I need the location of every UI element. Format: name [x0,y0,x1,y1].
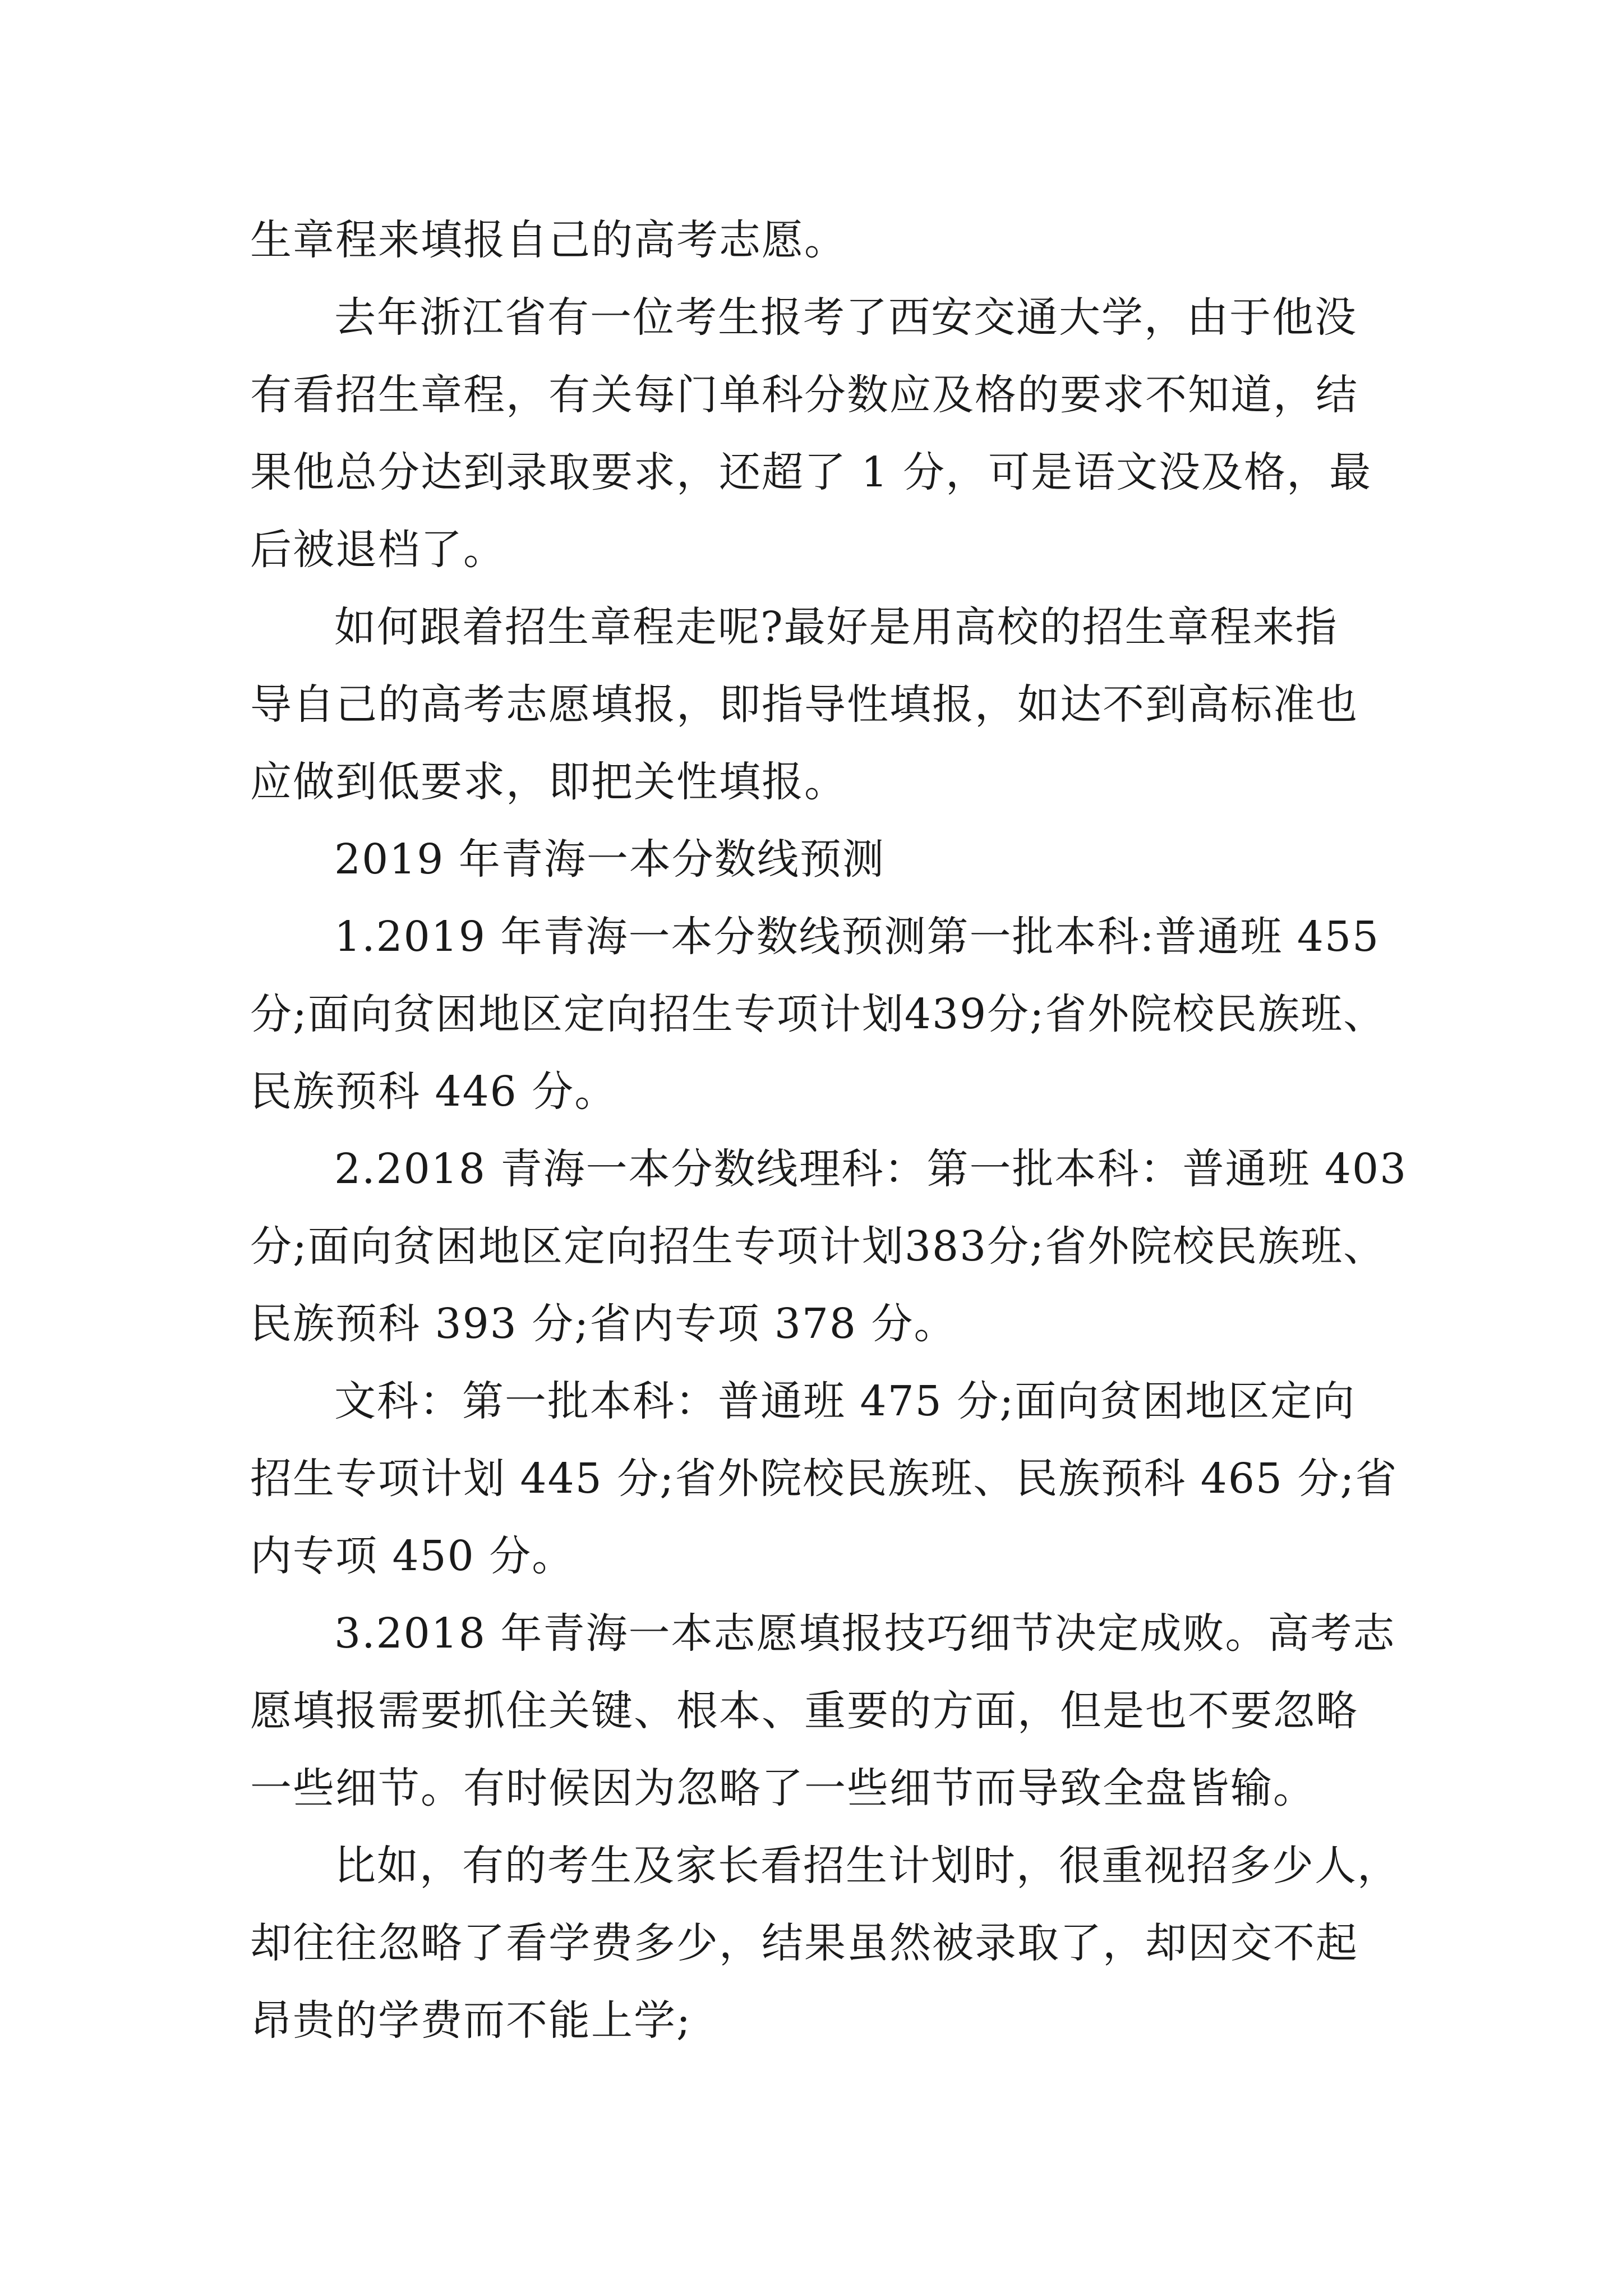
paragraph-first-line: 去年浙江省有一位考生报考了西安交通大学，由于他没 [334,293,1357,342]
text-line: 愿填报需要抓住关键、根本、重要的方面，但是也不要忽略 [250,1687,1358,1735]
text-line: 后被退档了。 [250,526,506,574]
text-line: 昂贵的学费而不能上学; [250,1996,691,2045]
text-line: 生章程来填报自己的高考志愿。 [250,216,847,264]
text-line: 民族预科 446 分。 [250,1068,617,1116]
text-line: 内专项 450 分。 [250,1532,575,1580]
text-line: 应做到低要求，即把关性填报。 [250,758,847,806]
paragraph-first-line: 1.2019 年青海一本分数线预测第一批本科:普通班 455 [334,913,1380,961]
paragraph-first-line: 3.2018 年青海一本志愿填报技巧细节决定成败。高考志 [334,1609,1396,1658]
text-line: 分;面向贫困地区定向招生专项计划439分;省外院校民族班、 [250,990,1386,1038]
text-line: 有看招生章程，有关每门单科分数应及格的要求不知道，结 [250,371,1358,419]
text-line: 却往往忽略了看学费多少，结果虽然被录取了，却因交不起 [250,1919,1358,1967]
text-line: 分;面向贫困地区定向招生专项计划383分;省外院校民族班、 [250,1222,1386,1271]
paragraph-first-line: 2.2018 青海一本分数线理科：第一批本科：普通班 403 [334,1145,1408,1193]
text-line: 导自己的高考志愿填报，即指导性填报，如达不到高标准也 [250,680,1358,729]
paragraph-first-line: 文科：第一批本科：普通班 475 分;面向贫困地区定向 [334,1377,1356,1425]
paragraph-first-line: 比如，有的考生及家长看招生计划时，很重视招多少人， [334,1842,1400,1890]
text-line: 一些细节。有时候因为忽略了一些细节而导致全盘皆输。 [250,1764,1316,1812]
text-line: 招生专项计划 445 分;省外院校民族班、民族预科 465 分;省 [250,1455,1398,1503]
section-heading: 2019 年青海一本分数线预测 [334,835,885,884]
text-line: 民族预科 393 分;省内专项 378 分。 [250,1300,957,1348]
paragraph-first-line: 如何跟着招生章程走呢?最好是用高校的招生章程来指 [334,603,1338,651]
text-line: 果他总分达到录取要求，还超了 1 分，可是语文没及格，最 [250,448,1372,496]
